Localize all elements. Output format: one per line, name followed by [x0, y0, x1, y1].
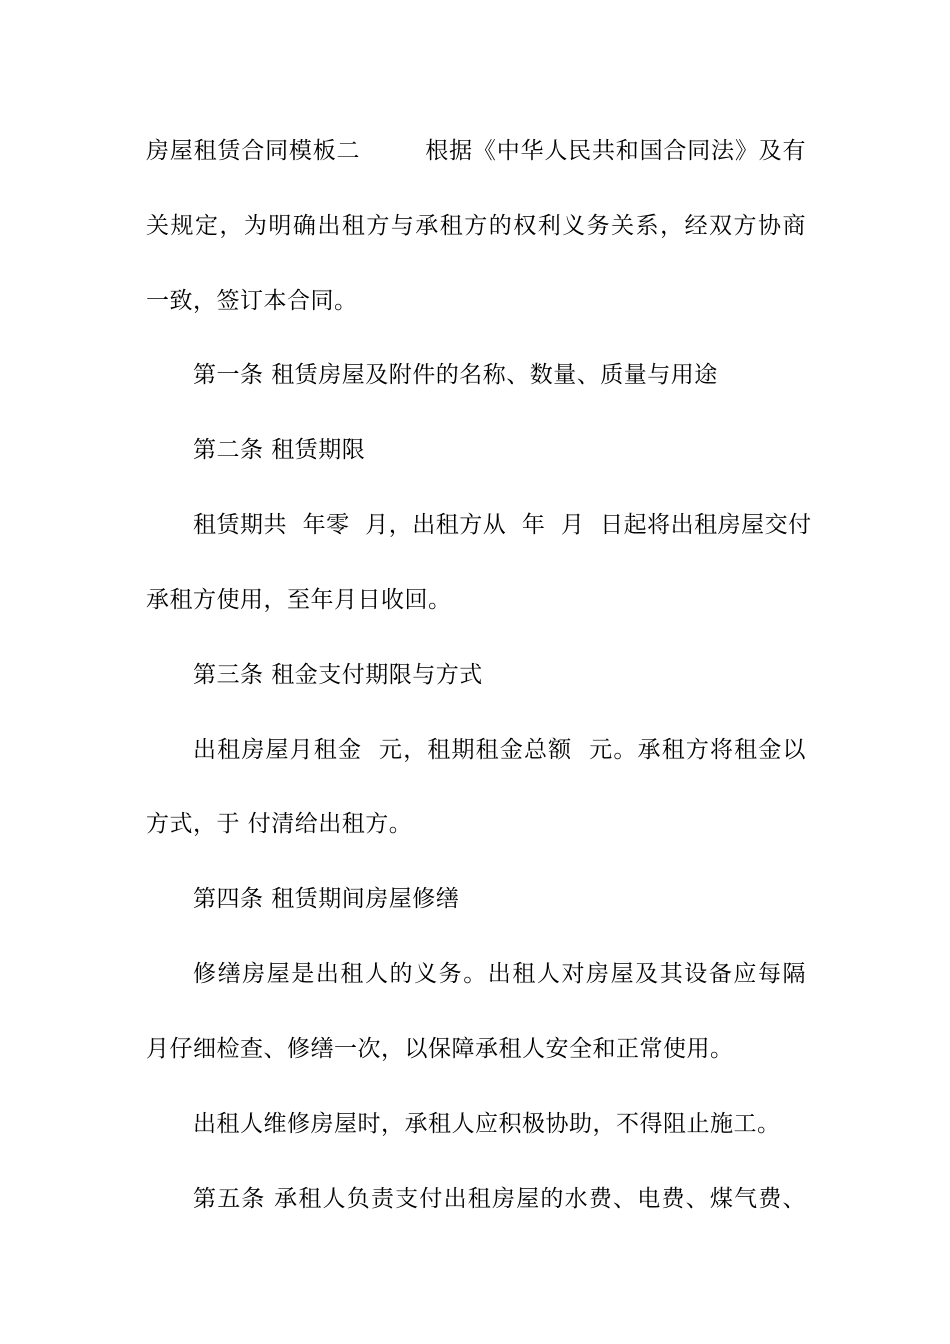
article-2-heading: 第二条 租赁期限 [193, 437, 366, 463]
article-4-body-line-3: 出租人维修房屋时，承租人应积极协助，不得阻止施工。 [193, 1111, 781, 1137]
article-2-body-line-2: 承租方使用，至年月日收回。 [146, 587, 452, 613]
article-1-heading: 第一条 租赁房屋及附件的名称、数量、质量与用途 [193, 362, 718, 388]
paragraph-intro-line-2: 关规定，为明确出租方与承租方的权利义务关系，经双方协商 [146, 213, 806, 239]
article-3-heading: 第三条 租金支付期限与方式 [193, 662, 483, 688]
article-5-heading: 第五条 承租人负责支付出租房屋的水费、电费、煤气费、 [193, 1186, 806, 1212]
article-3-body-line-2: 方式，于 付清给出租方。 [146, 811, 413, 837]
paragraph-intro-line-1: 房屋租赁合同模板二 根据《中华人民共和国合同法》及有 [146, 138, 806, 164]
article-4-body-line-1: 修缮房屋是出租人的义务。出租人对房屋及其设备应每隔 [193, 961, 806, 987]
article-4-heading: 第四条 租赁期间房屋修缮 [193, 886, 460, 912]
article-4-body-line-2: 月仔细检查、修缮一次，以保障承租人安全和正常使用。 [146, 1036, 734, 1062]
article-3-body-line-1: 出租房屋月租金 元，租期租金总额 元。承租方将租金以 [193, 737, 806, 763]
paragraph-intro-line-3: 一致，签订本合同。 [146, 288, 358, 314]
article-2-body-line-1: 租赁期共 年零 月，出租方从 年 月 日起将出租房屋交付 [193, 512, 812, 538]
